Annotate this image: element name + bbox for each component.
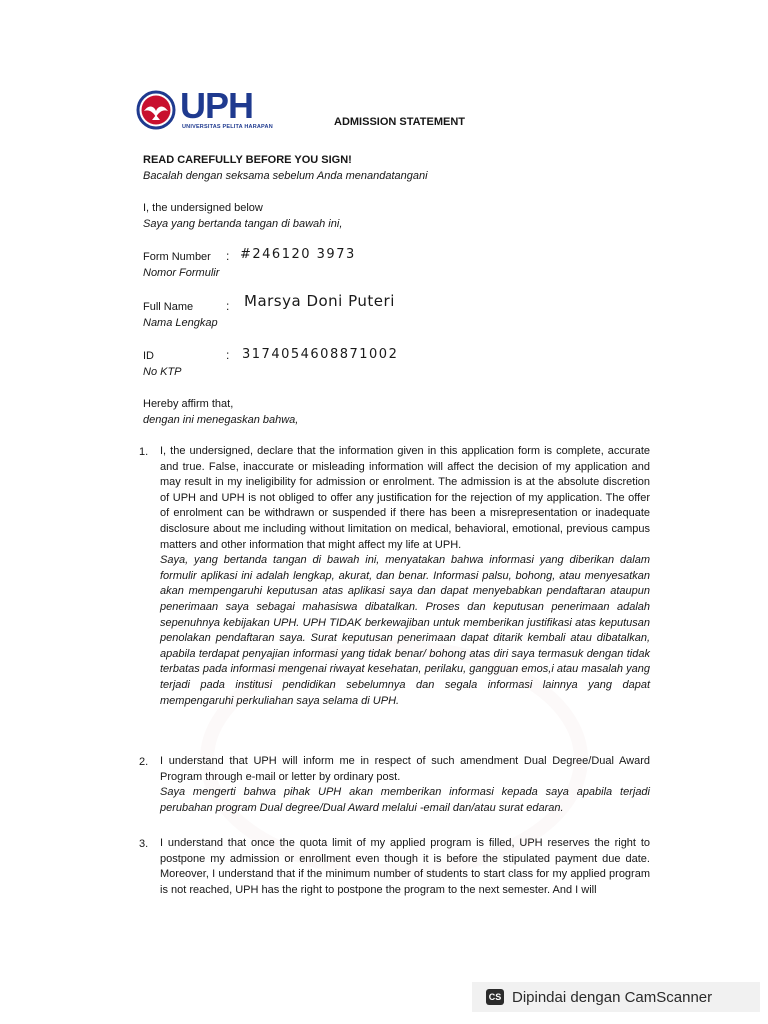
eagle-emblem-icon [136,90,176,130]
camscanner-icon: CS [486,989,504,1005]
intro-id: Saya yang bertanda tangan di bawah ini, [143,218,343,230]
full-name-value: Marsya Doni Puteri [244,292,395,310]
full-name-colon: : [226,299,230,313]
form-number-label-id: Nomor Formulir [143,267,220,279]
form-number-value: #246120 3973 [240,247,356,262]
form-number-colon: : [226,249,230,263]
full-name-label: Full Name [143,301,194,313]
affirm-en: Hereby affirm that, [143,398,234,410]
form-number-label: Form Number [143,251,211,263]
logo-subtitle: UNIVERSITAS PELITA HARAPAN [182,124,273,130]
camscanner-watermark [472,982,760,1012]
item-3-number: 3. [139,838,149,850]
item-1-paragraph [160,444,650,709]
notice-en: READ CAREFULLY BEFORE YOU SIGN! [143,154,352,166]
id-label-id: No KTP [143,366,182,378]
document-title: ADMISSION STATEMENT [334,116,465,128]
item-3-paragraph [160,836,650,898]
item-2-en: I understand that UPH will inform me in respect of such amendment Dual Degree/Dual Award Program through e-mail or letter by ordinary post. [160,755,650,783]
notice-id: Bacalah dengan seksama sebelum Anda menandatangani [143,170,428,182]
logo-wordmark: UPH [180,85,254,126]
affirm-id: dengan ini menegaskan bahwa, [143,414,299,426]
item-2-paragraph [160,754,650,816]
item-2-id: Saya mengerti bahwa pihak UPH akan memberikan informasi kepada saya apabila terjadi perubahan program Dual degree/Dual Award melalui -email dan/atau surat edaran. [160,786,650,814]
item-1-id: Saya, yang bertanda tangan di bawah ini, menyatakan bahwa informasi yang diberikan dalam formulir aplikasi ini adalah lengkap, akurat, dan benar. Informasi palsu, bohong, atau menyesatkan akan mempengaruhi keputusan atas aplikasi saya dan dapat menyebabkan pendaftaran ataupun penerimaan saya sebagai mahasiswa dibatalkan. Proses dan keputusan penerimaan adalah sepenuhnya kebijakan UPH. UPH TIDAK berkewajiban untuk memberikan justifikasi atas keputusan penolakan pendaftaran saya. Surat keputusan penerimaan dapat ditarik kembali atau dibatalkan, apabila terdapat penyajian informasi yang tidak benar/ bohong atas diri saya termasuk dengan tidak terbatas pada informasi mengenai riwayat kesehatan, perilaku, gangguan emos,i atau masalah yang terjadi pada institusi pendidikan sebelumnya dan segala informasi lainnya yang dapat mempengaruhi perkuliahan saya selama di UPH. [160,554,650,707]
intro-en: I, the undersigned below [143,202,263,214]
item-1-number: 1. [139,446,149,458]
full-name-label-id: Nama Lengkap [143,317,218,329]
uph-logo [136,85,282,136]
item-2-number: 2. [139,756,149,768]
id-label: ID [143,350,154,362]
item-3-en: I understand that once the quota limit of my applied program is filled, UPH reserves the right to postpone my admission or enrollment even though it is before the stipulated payment due date. Moreover, I understand that if the minimum number of students to start class for my applied program is not reached, UPH has the right to postpone the program to the next semester. And I will [160,837,650,896]
item-1-en: I, the undersigned, declare that the information given in this application form is complete, accurate and true. False, inaccurate or misleading information will affect the decision of my application and may result in my ineligibility for admission or enrolment. The admission is at the absolute discretion of UPH and UPH is not obliged to offer any justification for the rejection of my application. The offer of enrolment can be withdrawn or suspended if there has been a misrepresentation or inadequate disclosure about me including without limitation on medical, behavioral, emotional, previous campus matters and other information that might affect my life at UPH. [160,445,650,551]
id-colon: : [226,348,230,362]
camscanner-text: Dipindai dengan CamScanner [512,988,713,1006]
id-value: 3174054608871002 [242,347,399,362]
